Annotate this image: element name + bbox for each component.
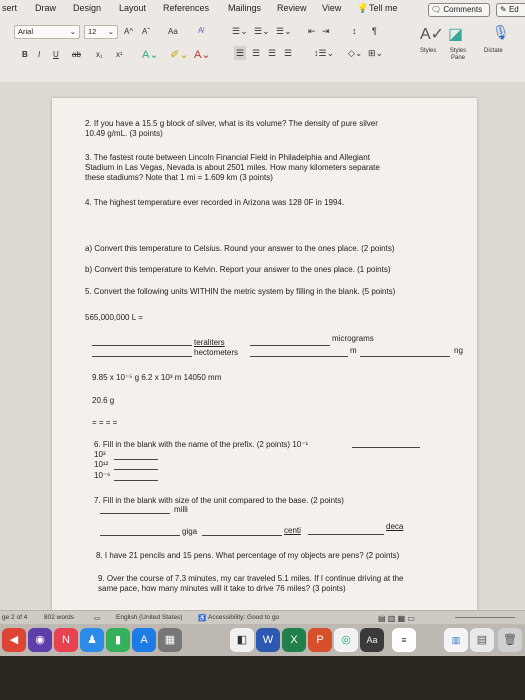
increase-indent-icon[interactable]: ⇥: [322, 26, 330, 36]
menu-references[interactable]: References: [163, 3, 210, 13]
tell-me-search[interactable]: Tell me: [369, 3, 398, 13]
sci-notation-line: 9.85 x 10⁻⁵ g 6.2 x 10³ m 14050 mm: [92, 373, 222, 382]
edit-button[interactable]: ✎ Ed: [496, 3, 525, 17]
bullets-icon[interactable]: ☰⌄: [232, 26, 248, 36]
menu-review[interactable]: Review: [277, 3, 307, 13]
q7-text: 7. Fill in the blank with size of the unit compared to the base. (2 points): [94, 496, 344, 505]
status-bar: [0, 610, 525, 625]
blank-line[interactable]: [114, 469, 158, 470]
pilcrow-icon[interactable]: ¶: [372, 26, 377, 36]
app-icon[interactable]: ◀: [2, 628, 26, 652]
milli-label: milli: [174, 505, 188, 514]
change-case-button[interactable]: Aa: [168, 27, 178, 36]
clear-formatting-icon[interactable]: A̸: [198, 26, 204, 35]
m-label: m: [350, 346, 357, 355]
micrograms-label: micrograms: [332, 334, 374, 343]
word-icon[interactable]: W: [256, 628, 280, 652]
multilevel-list-icon[interactable]: ☰⌄: [276, 26, 292, 36]
blank-line[interactable]: [92, 356, 192, 357]
q3-line-2: Stadium in Las Vegas, Nevada is about 2501 miles. How many kilometers separate: [85, 163, 380, 172]
centi-label: centi: [284, 526, 301, 535]
laptop-bezel: [0, 656, 525, 700]
prefix-10-12: 10¹²: [94, 460, 109, 469]
grams-line: 20.6 g: [92, 396, 115, 405]
hectometers-label: hectometers: [194, 348, 239, 357]
language-indicator[interactable]: English (United States): [116, 614, 183, 621]
decrease-indent-icon[interactable]: ⇤: [308, 26, 316, 36]
q2-line-2: 10.49 g/mL. (3 points): [85, 129, 163, 138]
q9-line-2: same pace, how many minutes will it take to drive 76 miles? (3 points): [98, 584, 346, 593]
chevron-down-icon: ⌄: [107, 27, 114, 36]
font-name-select[interactable]: Arial ⌄: [14, 25, 80, 39]
menu-view[interactable]: View: [322, 3, 342, 13]
comments-button[interactable]: 🗨 Comments: [428, 3, 490, 17]
grow-font-button[interactable]: A^: [124, 27, 134, 36]
teraliters-label: teraliters: [194, 338, 225, 347]
qa-text: a) Convert this temperature to Celsius. Round your answer to the ones place. (2 points): [85, 244, 395, 253]
accessibility-icon: ♿: [198, 615, 207, 622]
borders-icon[interactable]: ⊞⌄: [368, 48, 384, 58]
menu-mailings[interactable]: Mailings: [228, 3, 262, 13]
blank-line[interactable]: [92, 345, 192, 346]
giga-label: giga: [182, 527, 198, 536]
ribbon: [0, 0, 525, 83]
blank-line[interactable]: [360, 356, 450, 357]
text-effects-icon[interactable]: A⌄: [142, 49, 159, 61]
calculator-icon[interactable]: ▦: [158, 628, 182, 652]
chevron-down-icon: ⌄: [69, 27, 76, 36]
blank-line[interactable]: [202, 535, 282, 536]
blank-line[interactable]: [308, 534, 384, 535]
numbering-icon[interactable]: ☰⌄: [254, 26, 270, 36]
equals-line: = = = =: [92, 418, 118, 427]
dictate-label[interactable]: Dictate: [484, 48, 503, 54]
teams-icon[interactable]: ♟: [80, 628, 104, 652]
comment-icon: 🗨: [431, 5, 444, 14]
q8-text: 8. I have 21 pencils and 15 pens. What percentage of my objects are pens? (2 points): [96, 551, 400, 560]
liters-line: 565,000,000 L =: [85, 313, 143, 322]
word-count[interactable]: 802 words: [44, 614, 74, 621]
app-store-icon[interactable]: A: [132, 628, 156, 652]
styles-label[interactable]: Styles: [420, 48, 437, 54]
align-right-icon[interactable]: ☰: [268, 48, 277, 58]
menu-insert[interactable]: sert: [2, 3, 18, 13]
blank-line[interactable]: [114, 459, 158, 460]
styles-gallery-icon[interactable]: A✓: [420, 26, 445, 43]
q9-line-1: 9. Over the course of 7.3 minutes, my car traveled 5.1 miles. If I continue driving at the: [98, 574, 404, 583]
qb-text: b) Convert this temperature to Kelvin. Report your answer to the ones place. (1 points): [85, 265, 391, 274]
prefix-10-minus-6: 10⁻⁶: [94, 471, 111, 480]
chrome-icon[interactable]: ◎: [334, 628, 358, 652]
menu-design[interactable]: Design: [73, 3, 102, 13]
styles-pane-icon[interactable]: ◪: [448, 26, 464, 43]
superscript-button[interactable]: x¹: [116, 50, 123, 59]
proofing-icon[interactable]: ▭: [94, 615, 101, 622]
line-spacing-icon[interactable]: ↕☰⌄: [314, 48, 335, 58]
excel-icon[interactable]: X: [282, 628, 306, 652]
ng-label: ng: [454, 346, 463, 355]
q2-line-1: 2. If you have a 15.5 g block of silver, what is its volume? The density of pure silver: [85, 119, 378, 128]
preview-icon[interactable]: ▤: [470, 628, 494, 652]
highlight-icon[interactable]: ✐⌄: [170, 49, 189, 61]
styles-pane-label[interactable]: Styles Pane: [449, 48, 467, 61]
powerpoint-icon[interactable]: P: [308, 628, 332, 652]
microphone-icon[interactable]: 🎙: [492, 24, 510, 40]
zoom-slider[interactable]: [455, 617, 515, 618]
blank-line[interactable]: [352, 447, 420, 448]
lightbulb-icon: 💡: [357, 3, 369, 13]
blank-line[interactable]: [100, 535, 180, 536]
shrink-font-button[interactable]: Aˇ: [142, 27, 150, 36]
q3-line-1: 3. The fastest route between Lincoln Financial Field in Philadelphia and Allegiant: [85, 153, 370, 162]
finder-icon[interactable]: ◧: [230, 628, 254, 652]
subscript-button[interactable]: x₁: [96, 50, 103, 59]
document-canvas: [0, 82, 525, 610]
prefix-10-3: 10³: [94, 450, 106, 459]
q3-line-3: these stadiums? Note that 1 mi = 1.609 km (3 points): [85, 173, 273, 182]
document-page[interactable]: [52, 98, 477, 628]
q4-text: 4. The highest temperature ever recorded in Arizona was 128 0F in 1994.: [85, 198, 345, 207]
menu-draw[interactable]: Draw: [35, 3, 57, 13]
numbers-icon[interactable]: ▮: [106, 628, 130, 652]
podcasts-icon[interactable]: ◉: [28, 628, 52, 652]
q6-text: 6. Fill in the blank with the name of the prefix. (2 points) 10⁻¹: [94, 440, 309, 449]
blank-line[interactable]: [114, 480, 158, 481]
news-icon[interactable]: N: [54, 628, 78, 652]
font-color-icon[interactable]: A⌄: [194, 49, 211, 61]
q5-text: 5. Convert the following units WITHIN the metric system by filling in the blank. (5 points): [85, 287, 396, 296]
font-size-select[interactable]: 12 ⌄: [84, 25, 118, 39]
sort-icon[interactable]: ↕: [352, 26, 357, 36]
deca-label: deca: [386, 522, 404, 531]
page-indicator[interactable]: ge 2 of 4: [2, 614, 28, 621]
align-center-icon[interactable]: ☰: [252, 48, 261, 58]
font-book-icon[interactable]: Aa: [360, 628, 384, 652]
italic-button[interactable]: I: [38, 50, 41, 59]
calendar-icon[interactable]: ▥: [444, 628, 468, 652]
justify-icon[interactable]: ☰: [284, 48, 293, 58]
blank-line[interactable]: [250, 345, 330, 346]
trash-icon[interactable]: 🗑: [498, 628, 522, 652]
notes-icon[interactable]: ≡: [392, 628, 416, 652]
dock: [0, 624, 525, 656]
strikethrough-button[interactable]: ab: [72, 50, 81, 59]
blank-line[interactable]: [100, 513, 170, 514]
view-mode-icons[interactable]: ▤ ▥ ▦ ▭: [378, 614, 415, 623]
underline-button[interactable]: U: [53, 50, 59, 59]
menu-layout[interactable]: Layout: [119, 3, 147, 13]
accessibility-status[interactable]: Accessibility: Good to go: [208, 614, 280, 621]
shading-icon[interactable]: ◇⌄: [348, 48, 363, 58]
pencil-icon: ✎: [500, 5, 509, 14]
align-left-icon[interactable]: ☰: [236, 48, 245, 58]
bold-button[interactable]: B: [22, 50, 28, 59]
blank-line[interactable]: [250, 356, 348, 357]
